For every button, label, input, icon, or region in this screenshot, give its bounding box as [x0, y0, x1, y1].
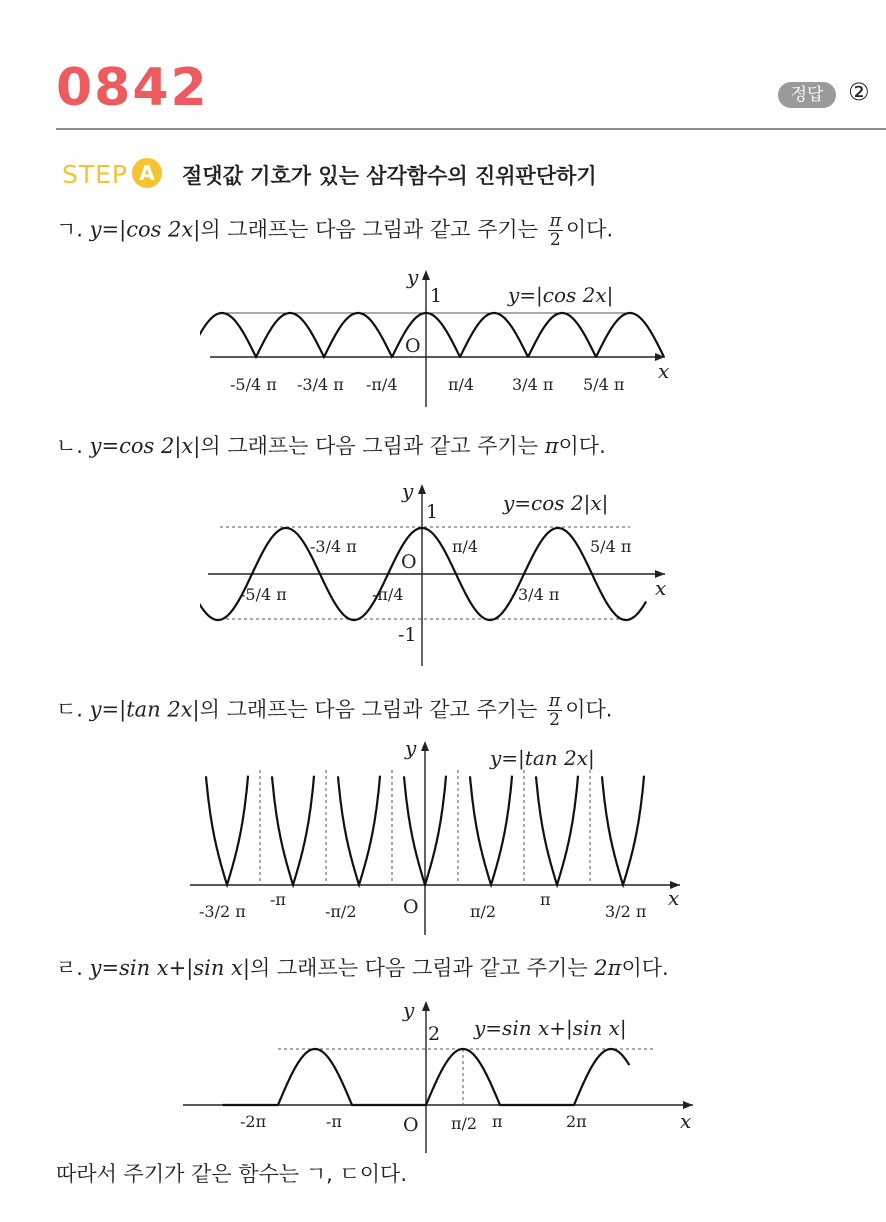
step-letter-badge: A — [132, 158, 162, 188]
function-expression: y=|cos 2x| — [89, 217, 201, 242]
tick-label: π — [540, 890, 551, 909]
origin-label: O — [405, 335, 421, 357]
tick-label: -5/4 π — [240, 585, 287, 604]
item-end: 이다. — [565, 217, 614, 242]
period-fraction: $\frac{\pi}{2}$ — [549, 211, 561, 250]
graph-sinx-plus-abs-sinx — [178, 995, 698, 1155]
graph-title: y=sin x+|sin x| — [474, 1016, 627, 1040]
tick-label: -3/4 π — [297, 375, 344, 394]
item-text: 의 그래프는 다음 그림과 같고 주기는 — [200, 434, 538, 458]
tick-label: 3/4 π — [518, 585, 560, 604]
tick-label: -π/4 — [366, 375, 398, 394]
conclusion-text: 따라서 주기가 같은 함수는 ㄱ, ㄷ이다. — [56, 1162, 408, 1186]
top-tick-label: 1 — [430, 285, 443, 307]
tick-label: -3/2 π — [199, 902, 246, 921]
top-tick-label: 2 — [428, 1023, 441, 1045]
item-end: 이다. — [565, 697, 613, 722]
tick-label: -π/4 — [372, 585, 404, 604]
item-marker: ㄹ. — [56, 956, 83, 980]
y-axis-arrow — [422, 270, 430, 280]
graph-title: y=|tan 2x| — [490, 746, 595, 770]
item-text: 의 그래프는 다음 그림과 같고 주기는 — [200, 217, 538, 242]
item-end: 이다. — [558, 434, 606, 458]
x-axis-arrow — [683, 1101, 693, 1109]
y-axis-label: y — [403, 998, 415, 1022]
item-line-2 — [56, 430, 606, 460]
tick-label: 5/4 π — [590, 537, 632, 556]
tick-label: π/2 — [451, 1114, 478, 1133]
function-expression: y=|tan 2x| — [89, 697, 200, 722]
period-value: 2π — [594, 956, 622, 980]
tick-label: π/4 — [452, 537, 479, 556]
tick-label: -5/4 π — [230, 375, 277, 394]
period-fraction: $\frac{\pi}{2}$ — [549, 691, 561, 730]
graph-abs-tan2x — [185, 735, 695, 935]
tick-label: π/4 — [448, 375, 475, 394]
item-marker: ㄴ. — [56, 434, 83, 458]
graph-cos2-absx — [200, 478, 690, 668]
bottom-tick-label: -1 — [398, 624, 417, 646]
item-text: 의 그래프는 다음 그림과 같고 주기는 — [249, 956, 588, 980]
top-tick-label: 1 — [426, 501, 439, 523]
tick-labels — [199, 890, 646, 921]
graph-abs-cos2x — [200, 262, 690, 412]
period-value: π — [544, 434, 559, 458]
tick-label: -π — [326, 1112, 342, 1131]
curve-abs-cos2x — [200, 313, 664, 357]
tick-label: -π — [270, 890, 286, 909]
function-expression: y=sin x+|sin x| — [89, 956, 250, 980]
origin-label: O — [403, 896, 419, 918]
item-line-3 — [56, 692, 612, 729]
y-axis-arrow — [418, 484, 426, 494]
function-expression: y=cos 2|x| — [89, 434, 201, 458]
tick-label: 3/4 π — [512, 375, 554, 394]
origin-label: O — [401, 551, 417, 573]
graph-title: y=cos 2|x| — [503, 491, 609, 515]
y-axis-arrow — [422, 1001, 430, 1011]
header-divider — [56, 128, 886, 130]
item-marker: ㄷ. — [56, 697, 83, 722]
step-title: 절댓값 기호가 있는 삼각함수의 진위판단하기 — [182, 164, 597, 188]
item-line-1 — [56, 212, 613, 249]
answer-badge: 정답 — [778, 82, 836, 108]
step-label: STEP — [62, 160, 129, 189]
tick-label: 5/4 π — [583, 375, 625, 394]
answer-value: ② — [848, 78, 870, 106]
tick-label: -2π — [240, 1112, 267, 1131]
item-line-4 — [56, 952, 669, 982]
item-end: 이다. — [621, 956, 669, 980]
item-marker: ㄱ. — [56, 217, 83, 242]
tick-labels — [230, 375, 624, 394]
x-axis-label: x — [668, 886, 680, 910]
problem-number: 0842 — [56, 58, 209, 118]
item-text: 의 그래프는 다음 그림과 같고 주기는 — [199, 697, 538, 722]
tick-label: π — [492, 1112, 503, 1131]
tick-label: 3/2 π — [605, 902, 647, 921]
x-axis-label: x — [680, 1109, 692, 1133]
x-axis-label: x — [658, 359, 670, 383]
graph-title: y=|cos 2x| — [508, 283, 614, 307]
tick-label: -π/2 — [325, 902, 357, 921]
x-axis-label: x — [655, 576, 667, 600]
origin-label: O — [403, 1114, 419, 1136]
y-axis-label: y — [407, 265, 419, 289]
y-axis-label: y — [402, 479, 414, 503]
y-axis-arrow — [421, 741, 429, 751]
y-axis-label: y — [405, 736, 417, 760]
tick-label: -3/4 π — [310, 537, 357, 556]
tick-label: π/2 — [470, 902, 497, 921]
tick-label: 2π — [566, 1112, 587, 1131]
tick-labels — [240, 537, 631, 604]
